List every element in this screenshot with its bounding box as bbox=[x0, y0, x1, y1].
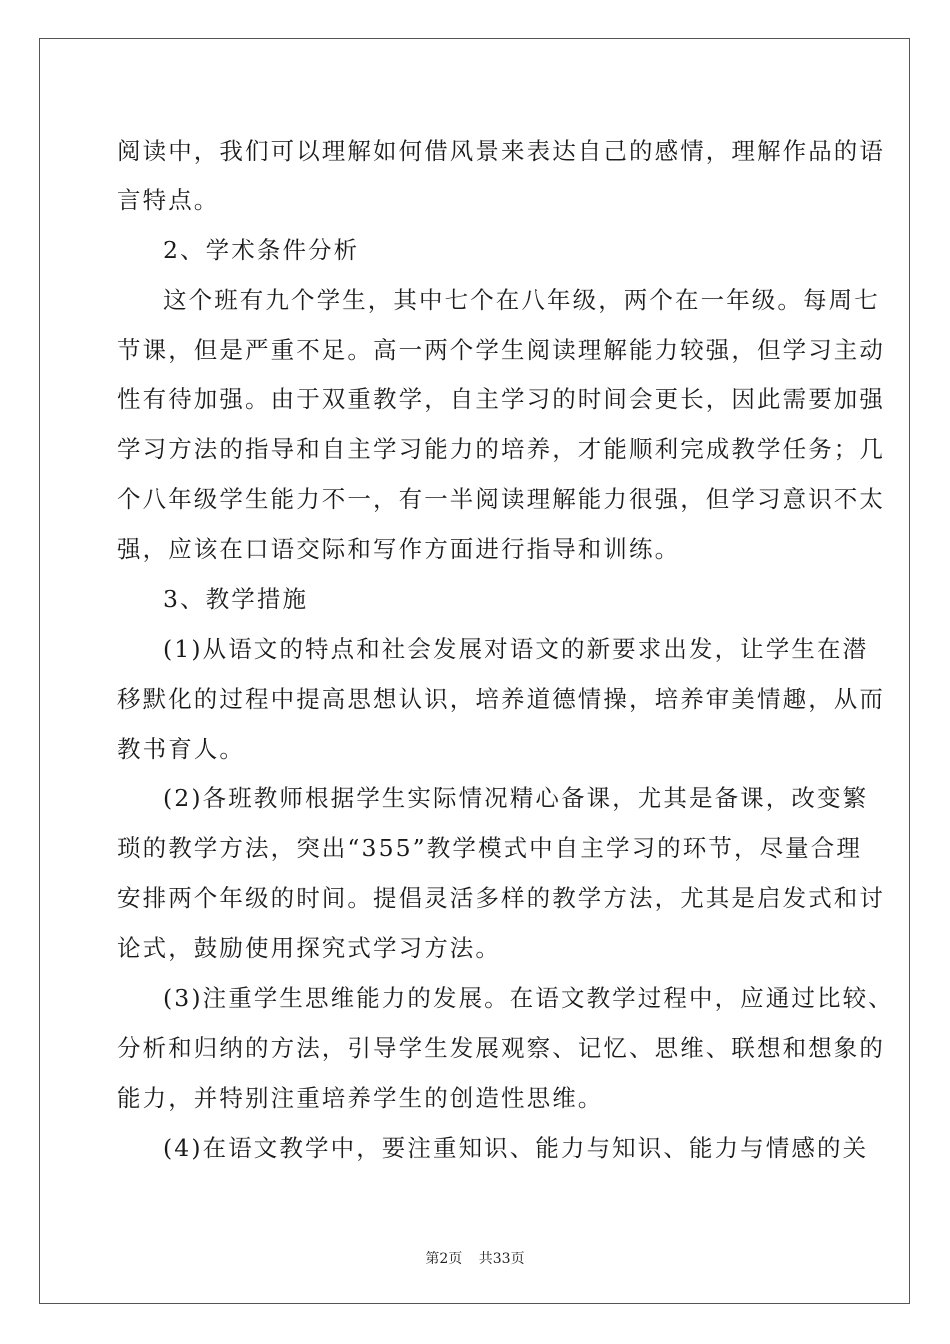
page-number: 第2页 bbox=[425, 1251, 463, 1267]
text-line: 个八年级学生能力不一，有一半阅读理解能力很强，但学习意识不太 bbox=[117, 485, 885, 513]
text-line: 这个班有九个学生，其中七个在八年级，两个在一年级。每周七 bbox=[163, 286, 880, 314]
text-line: 移默化的过程中提高思想认识，培养道德情操，培养审美情趣，从而 bbox=[117, 685, 885, 713]
text-line: 学习方法的指导和自主学习能力的培养，才能顺利完成教学任务；几 bbox=[117, 435, 885, 463]
text-line: 能力，并特别注重培养学生的创造性思维。 bbox=[117, 1084, 604, 1112]
page-footer bbox=[0, 1248, 950, 1268]
text-line: 阅读中，我们可以理解如何借风景来表达自己的感情，理解作品的语 bbox=[117, 137, 885, 165]
text-line: (2)各班教师根据学生实际情况精心备课，尤其是备课，改变繁 bbox=[163, 784, 869, 812]
text-line: 分析和归纳的方法，引导学生发展观察、记忆、思维、联想和想象的 bbox=[117, 1034, 885, 1062]
text-line: 教书育人。 bbox=[117, 735, 245, 763]
page-total: 共33页 bbox=[478, 1251, 525, 1267]
text-line: 安排两个年级的时间。提倡灵活多样的教学方法，尤其是启发式和讨 bbox=[117, 884, 885, 912]
page-border bbox=[39, 38, 910, 1304]
text-line: (1)从语文的特点和社会发展对语文的新要求出发，让学生在潜 bbox=[163, 635, 869, 663]
text-line: 节课，但是严重不足。高一两个学生阅读理解能力较强，但学习主动 bbox=[117, 336, 885, 364]
text-line: 言特点。 bbox=[117, 186, 220, 214]
section-heading: 3、教学措施 bbox=[163, 585, 309, 613]
text-line: 强，应该在口语交际和写作方面进行指导和训练。 bbox=[117, 535, 681, 563]
text-line: (3)注重学生思维能力的发展。在语文教学过程中，应通过比较、 bbox=[163, 984, 894, 1012]
text-line: 琐的教学方法，突出“355”教学模式中自主学习的环节，尽量合理 bbox=[117, 834, 862, 862]
text-line: 性有待加强。由于双重教学，自主学习的时间会更长，因此需要加强 bbox=[117, 385, 885, 413]
section-heading: 2、学术条件分析 bbox=[163, 236, 360, 264]
text-line: 论式，鼓励使用探究式学习方法。 bbox=[117, 934, 501, 962]
text-line: (4)在语文教学中，要注重知识、能力与知识、能力与情感的关 bbox=[163, 1134, 869, 1162]
